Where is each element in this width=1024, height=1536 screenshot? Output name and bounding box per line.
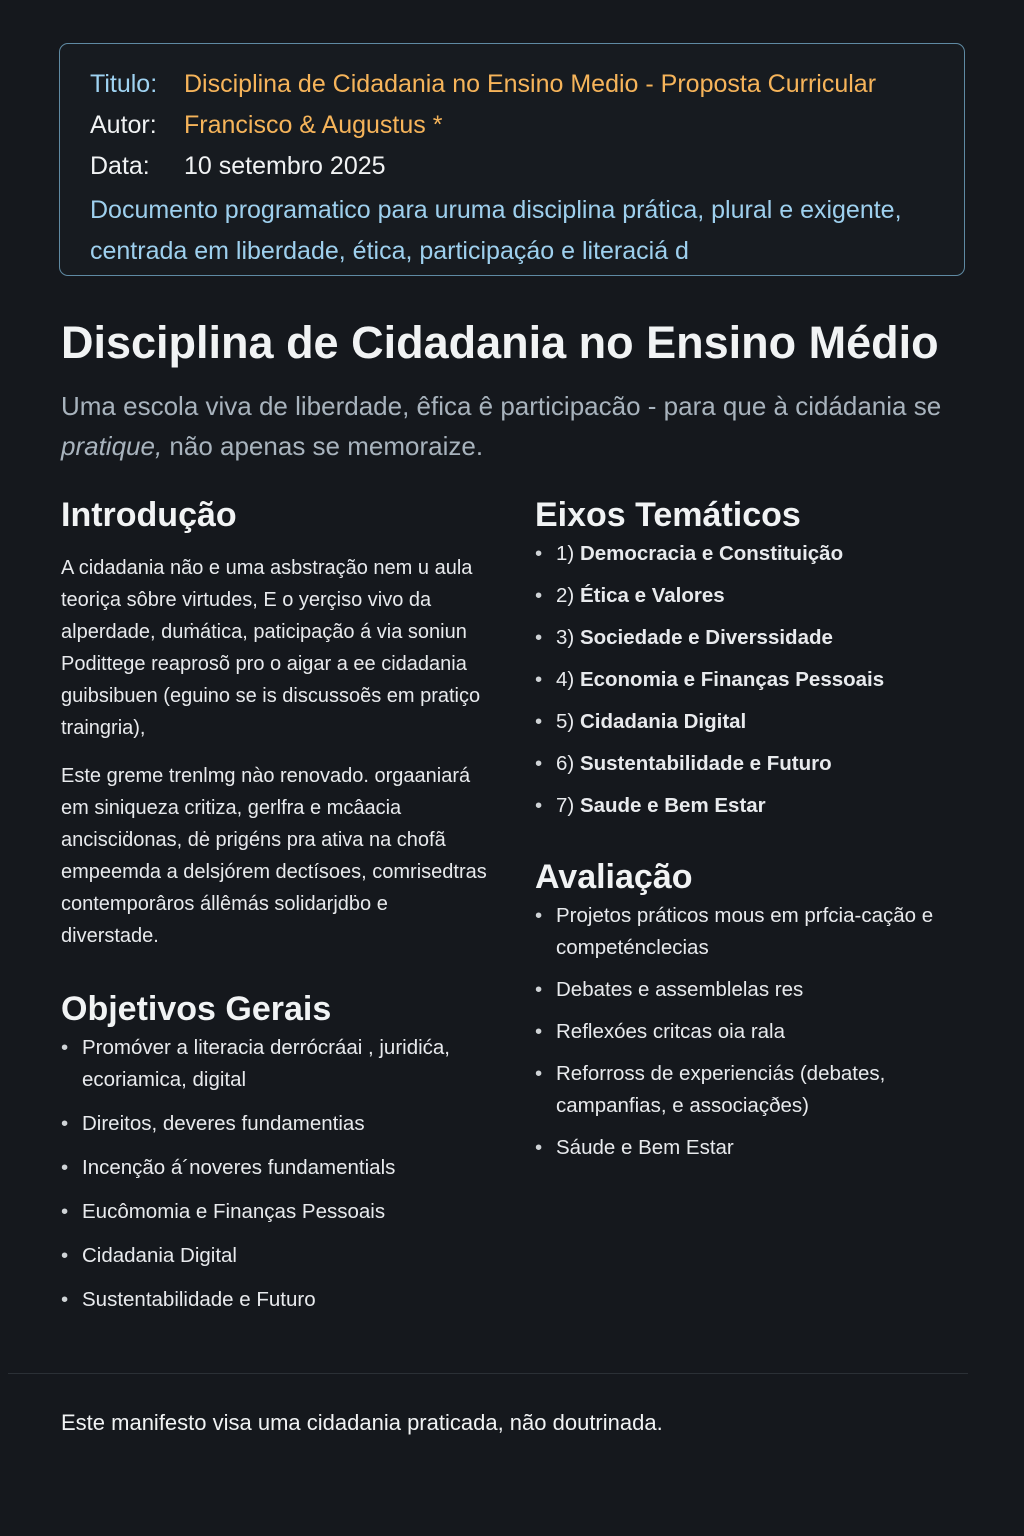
axis-number: 3) <box>556 626 575 649</box>
axis-name: Saude e Bem Estar <box>579 794 766 817</box>
introduction-paragraph-1: A cidadania não e uma asbstração nem u aula teoriça sôbre virtudes, E o yerçiso vivo da alperdade, duṁática, paticipação á via soniun Podittege reaprosõ pro o aigar a ee cidadania guibsibuen (eguino se is discussoẽs em pratiço traingria), <box>61 557 481 739</box>
evaluation-list <box>535 900 955 1164</box>
axes-list <box>535 538 955 822</box>
objective-item: • Direitos, deveres fundamentias <box>61 1108 491 1140</box>
axis-number: 5) <box>556 710 575 733</box>
objective-item: • Cidadania Digital <box>61 1240 491 1272</box>
axis-name: Sociedade e Diverssidade <box>579 626 833 649</box>
footer-divider <box>8 1373 968 1374</box>
evaluation-item: • Sáude e Bem Estar <box>535 1132 955 1164</box>
author-value: Francisco & Augustus * <box>184 111 443 139</box>
axis-name: Cidadania Digital <box>579 710 747 733</box>
date-row <box>90 146 934 187</box>
title-row <box>90 64 934 105</box>
introduction-paragraph-2: Este greme trenlmg nào renovado. orgaaniará em siniqueza critiza, gerlfra e mcâacia ancisciḋonas, dė prigéns pra ativa na chofã empeemda a delsjórem dectísoes, comrisedtras contemporâros állêmás solidarjdḃo e diverstade. <box>61 765 487 947</box>
axis-number: 2) <box>556 584 575 607</box>
axis-item <box>535 580 955 612</box>
axis-name: Sustentabilidade e Futuro <box>579 752 832 775</box>
axis-item <box>535 622 955 654</box>
evaluation-item: • Debates e assemblelas res <box>535 974 955 1006</box>
axis-number: 7) <box>556 794 575 817</box>
axis-name: Democracia e Constituição <box>579 542 844 565</box>
objectives-heading: Objetivos Gerais <box>61 990 332 1028</box>
axis-number: 1) <box>556 542 575 565</box>
objective-item: • Eucômomia e Finanças Pessoais <box>61 1196 491 1228</box>
subtitle-text-end: não apenas se memoraize. <box>162 431 484 461</box>
axis-item <box>535 706 955 738</box>
objectives-list <box>61 1032 491 1316</box>
objective-item: • Sustentabilidade e Futuro <box>61 1284 491 1316</box>
author-label: Autor: <box>90 111 157 139</box>
subtitle-text-start: Uma escola viva de liberdade, êfica ê participacão - para que à cidádania se <box>61 391 942 421</box>
objective-item: • Promóver a literacia derrócráai , juridića, ecoriamica, digital <box>61 1032 491 1096</box>
axis-item <box>535 664 955 696</box>
axis-number: 4) <box>556 668 575 691</box>
subtitle-emphasis: pratique, <box>61 431 163 461</box>
axis-item <box>535 538 955 570</box>
page-title: Disciplina de Cidadania no Ensino Médio <box>61 317 939 368</box>
evaluation-item: • Reflexóes critcas oia rala <box>535 1016 955 1048</box>
evaluation-item: • Reforross de experienciás (debates, campanfias, e associaçðes) <box>535 1058 955 1122</box>
title-label: Titulo: <box>90 70 158 98</box>
right-column <box>535 492 955 1174</box>
footer-statement: Este manifesto visa uma cidadania praticada, não doutrinada. <box>61 1410 663 1435</box>
date-value: 10 setembro 2025 <box>184 152 386 180</box>
document-metadata-box <box>59 43 965 276</box>
axis-number: 6) <box>556 752 575 775</box>
introduction-heading: Introdução <box>61 496 237 534</box>
axis-item <box>535 748 955 780</box>
evaluation-item: • Projetos práticos mous em prfcia-cação e competénclecias <box>535 900 955 964</box>
document-description: Documento programatico para uruma disciplina prática, plural e exigente, centrada em liberdade, ética, participaçáo e literaciá d <box>90 196 902 265</box>
evaluation-heading: Avaliação <box>535 858 693 896</box>
title-value: Disciplina de Cidadania no Ensino Medio - Proposta Curricular <box>184 70 877 98</box>
objective-item: • Incenção á´noveres fundamentials <box>61 1152 491 1184</box>
left-column <box>61 492 491 1328</box>
axis-name: Ética e Valores <box>579 584 725 607</box>
date-label: Data: <box>90 152 150 180</box>
axes-heading: Eixos Temáticos <box>535 496 801 534</box>
author-row <box>90 105 934 146</box>
page-subtitle <box>61 386 991 466</box>
axis-name: Economia e Finanças Pessoais <box>579 668 885 691</box>
axis-item <box>535 790 955 822</box>
